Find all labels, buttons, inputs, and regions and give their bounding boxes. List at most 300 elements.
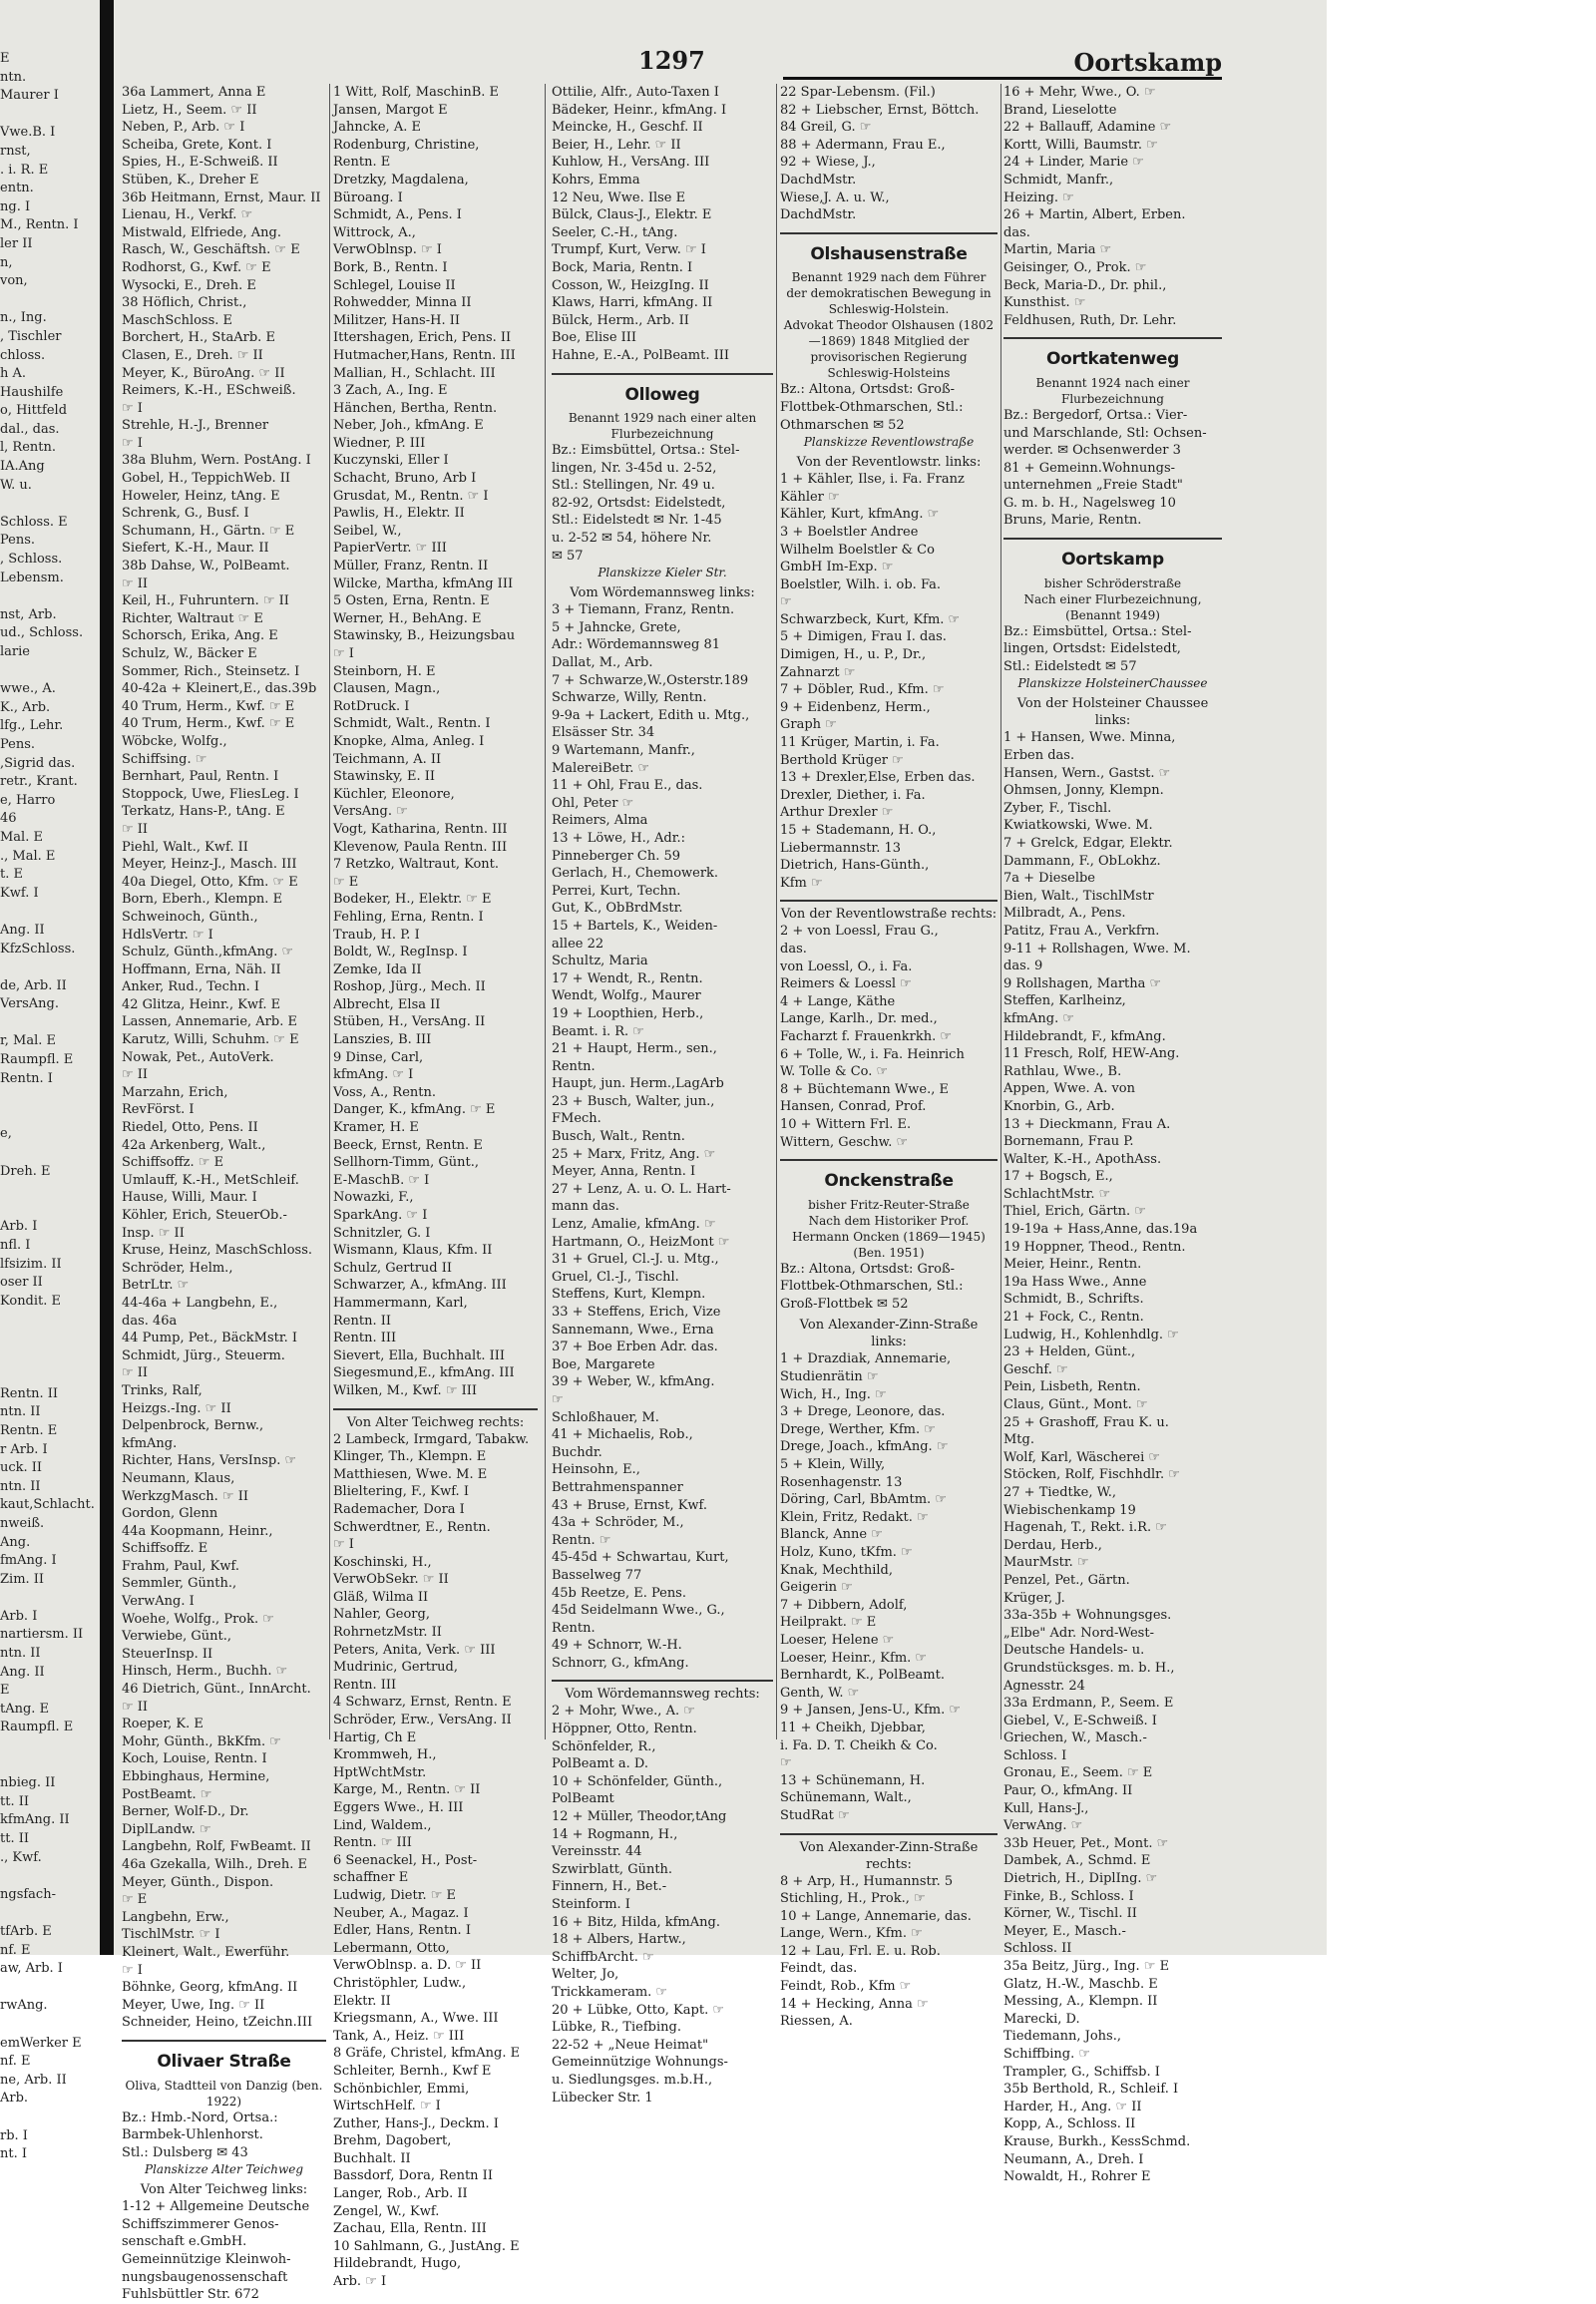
strip-line: e, Harro [0, 792, 56, 808]
strip-line: Dreh. E [0, 1163, 51, 1179]
directory-entry: Wich, H., Ing. ☞ [780, 1386, 887, 1402]
directory-entry: Meyer, E., Masch.- [1003, 1923, 1126, 1939]
strip-line: rwAng. [0, 1998, 48, 2014]
directory-entry: Schmidt, A., Pens. I [333, 207, 462, 223]
directory-entry: allee 22 [552, 936, 604, 952]
directory-entry: StudRat ☞ [780, 1807, 850, 1823]
directory-entry: 7 + Grelck, Edgar, Elektr. [1003, 836, 1173, 851]
directory-entry: 24 + Linder, Marie ☞ [1003, 155, 1144, 171]
directory-entry: Roshop, Jürg., Mech. II [333, 979, 486, 995]
directory-entry: Paur, O., kfmAng. II [1003, 1783, 1133, 1799]
directory-entry: 33a-35b + Wohnungsges. [1003, 1608, 1172, 1624]
directory-entry: Wismann, Klaus, Kfm. II [333, 1243, 493, 1259]
directory-entry: Bork, B., Rentn. I [333, 259, 448, 275]
street-heading: Oortkatenweg [1046, 349, 1179, 370]
directory-entry: ☞ I [122, 1962, 143, 1978]
directory-entry: Geisinger, O., Prok. ☞ [1003, 259, 1147, 275]
strip-line: r Arb. I [0, 1441, 48, 1457]
directory-entry: Jahncke, A. E [333, 120, 421, 136]
directory-entry: Böhnke, Georg, kfmAng. II [122, 1980, 298, 1996]
directory-entry: Trumpf, Kurt, Verw. ☞ I [552, 242, 706, 258]
directory-entry: das. 9 [1003, 959, 1043, 974]
directory-entry: TischlMstr. ☞ I [122, 1927, 220, 1943]
directory-entry: FMech. [552, 1111, 601, 1127]
directory-entry: Langbehn, Rolf, FwBeamt. II [122, 1839, 311, 1855]
strip-line [0, 106, 95, 125]
directory-entry: 12 + Lau, Frl. E. u. Rob. [780, 1943, 941, 1959]
section-rule [780, 1159, 998, 1161]
directory-entry: Dietrich, H., DiplIng. ☞ [1003, 1871, 1158, 1887]
strip-line: rnst, [0, 143, 31, 159]
directory-entry: Knorbin, G., Arb. [1003, 1098, 1115, 1114]
directory-entry: Schrenk, G., Busf. I [122, 506, 249, 522]
directory-entry: Stüben, K., Dreher E [122, 172, 259, 188]
strip-line: n., Ing. [0, 310, 47, 326]
directory-entry: Spies, H., E-Schweiß. II [122, 155, 278, 171]
strip-line: Pens. [0, 736, 36, 752]
section-rule [780, 232, 998, 234]
directory-entry: Groß-Flottbek ✉ 52 [780, 1296, 909, 1312]
directory-entry: 40a Diegel, Otto, Kfm. ☞ E [122, 874, 298, 890]
street-note: Benannt 1929 nach einer alten Flurbezeichnung [568, 411, 757, 442]
directory-entry: ☞ I [333, 1537, 354, 1553]
directory-entry: 10 + Lange, Annemarie, das. [780, 1908, 972, 1924]
directory-entry: Dallat, M., Arb. [552, 655, 653, 671]
directory-entry: 18 + Albers, Hartw., [552, 1932, 686, 1948]
strip-line: Raumpfl. E [0, 1052, 74, 1068]
strip-line: 46 [0, 811, 17, 827]
directory-entry: Lassen, Annemarie, Arb. E [122, 1014, 297, 1030]
directory-entry: Klevenow, Paula Rentn. III [333, 839, 508, 855]
directory-entry: Griechen, W., Masch.- [1003, 1730, 1147, 1746]
directory-entry: 33 + Steffens, Erich, Vize [552, 1305, 721, 1320]
directory-entry: PostBeamt. ☞ [122, 1786, 212, 1802]
directory-entry: 45d Seidelmann Wwe., G., [552, 1603, 725, 1619]
directory-entry: Clausen, Magn., [333, 681, 441, 697]
directory-entry: 9-11 + Rollshagen, Wwe. M. [1003, 941, 1191, 957]
directory-entry: Schröder, Helm., [122, 1260, 233, 1276]
strip-line [0, 1181, 95, 1200]
strip-line [0, 1330, 95, 1348]
directory-entry: Schünemann, Walt., [780, 1790, 912, 1806]
directory-entry: Wiedner, P. III [333, 435, 426, 451]
directory-entry: 12 + Müller, Theodor,tAng [552, 1809, 727, 1825]
directory-entry: Penzel, Pet., Gärtn. [1003, 1572, 1130, 1588]
directory-entry: 3 + Tiemann, Franz, Rentn. [552, 602, 735, 618]
directory-entry: 20 + Lübke, Otto, Kapt. ☞ [552, 2002, 724, 2018]
directory-entry: Elsässer Str. 34 [552, 725, 655, 741]
side-heading: Von der Holsteiner Chaussee links: [1016, 696, 1209, 729]
directory-entry: Christöphler, Ludw., [333, 1975, 467, 1991]
directory-entry: Bz.: Eimsbüttel, Ortsa.: Stel- [552, 443, 740, 459]
directory-entry: Bz.: Bergedorf, Ortsa.: Vier- [1003, 407, 1188, 423]
directory-entry: 19 Hoppner, Theod., Rentn. [1003, 1239, 1186, 1255]
directory-entry: 11 Fresch, Rolf, HEW-Ang. [1003, 1046, 1180, 1062]
directory-entry: Klein, Fritz, Redakt. ☞ [780, 1509, 929, 1525]
column-divider [1000, 84, 1001, 1739]
directory-entry: 23 + Helden, Günt., [1003, 1344, 1136, 1360]
side-heading: Vom Wördemannsweg links: [570, 585, 755, 601]
directory-entry: Steffens, Kurt, Klempn. [552, 1287, 706, 1303]
directory-entry: 10 + Schönfelder, Günth., [552, 1773, 723, 1789]
directory-entry: 10 Sahlmann, G., JustAng. E [333, 2238, 520, 2254]
directory-entry: DachdMstr. [780, 172, 857, 188]
directory-entry: SchlachtMstr. ☞ [1003, 1186, 1111, 1202]
section-rule [780, 1833, 998, 1835]
strip-line: ntn. II [0, 1404, 41, 1420]
strip-line [0, 1200, 95, 1219]
directory-entry: Albrecht, Elsa II [333, 996, 441, 1012]
street-note: bisher Fritz-Reuter-Straße [808, 1197, 970, 1212]
directory-entry: Ludwig, Dietr. ☞ E [333, 1887, 457, 1903]
directory-entry: Riedel, Otto, Pens. II [122, 1120, 258, 1136]
directory-entry: Klaws, Harri, kfmAng. II [552, 295, 713, 311]
directory-entry: Lebermann, Otto, [333, 1940, 450, 1956]
directory-entry: Ittershagen, Erich, Pens. II [333, 330, 512, 346]
strip-line [0, 1979, 95, 1998]
directory-entry: Dammann, F., ObLokhz. [1003, 853, 1161, 869]
directory-entry: Ohl, Peter ☞ [552, 795, 634, 811]
directory-entry: Gemeinnützige Wohnungs- [552, 2055, 728, 2071]
directory-entry: Matthiesen, Wwe. M. E [333, 1466, 488, 1482]
directory-entry: Harder, H., Ang. ☞ II [1003, 2099, 1142, 2114]
strip-line: aw, Arb. I [0, 1961, 63, 1977]
directory-entry: Schiffszimmerer Genos- [122, 2216, 279, 2232]
directory-entry: 40 Trum, Herm., Kwf. ☞ E [122, 716, 295, 732]
directory-entry: Langer, Rob., Arb. II [333, 2186, 468, 2202]
directory-entry: 13 + Löwe, H., Adr.: [552, 830, 685, 846]
directory-entry: Heizing. ☞ [1003, 190, 1074, 205]
directory-entry: Szwirblatt, Günth. [552, 1861, 673, 1877]
strip-line: , Tischler [0, 328, 62, 344]
strip-line: von, [0, 273, 28, 289]
directory-entry: Insp. ☞ II [122, 1225, 185, 1241]
directory-entry: Loeser, Helene ☞ [780, 1632, 895, 1648]
directory-entry: Scheiba, Grete, Kont. I [122, 137, 272, 153]
directory-entry: Verwiebe, Günt., [122, 1629, 231, 1645]
strip-line: tt. II [0, 1831, 29, 1846]
directory-entry: 36a Lammert, Anna E [122, 85, 266, 100]
directory-entry: 1 + Hansen, Wwe. Minna, [1003, 730, 1176, 746]
directory-entry: Milbradt, A., Pens. [1003, 906, 1126, 922]
directory-entry: Hildebrandt, Hugo, [333, 2256, 462, 2272]
directory-entry: 2 + Mohr, Wwe., A. ☞ [552, 1704, 695, 1720]
directory-entry: das. 46a [122, 1313, 178, 1329]
directory-entry: Arthur Drexler ☞ [780, 805, 894, 821]
directory-entry: 4 + Lange, Käthe [780, 993, 896, 1009]
directory-entry: Grusdat, M., Rentn. ☞ I [333, 488, 489, 504]
directory-entry: 15 + Bartels, K., Weiden- [552, 918, 718, 934]
directory-entry: Drexler, Diether, i. Fa. [780, 787, 926, 803]
directory-entry: WerkzgMasch. ☞ II [122, 1488, 248, 1504]
strip-line: oser II [0, 1275, 43, 1291]
directory-entry: Cosson, W., HeizgIng. II [552, 277, 709, 293]
directory-entry: Woehe, Wolfg., Prok. ☞ [122, 1611, 274, 1627]
directory-entry: Agnesstr. 24 [1003, 1678, 1085, 1694]
side-heading: Von Alter Teichweg links: [140, 2182, 308, 2198]
directory-entry: 3 + Boelstler Andree [780, 524, 919, 540]
directory-entry: Rodenburg, Christine, [333, 137, 480, 153]
directory-entry: Schmidt, Jürg., Steuerm. [122, 1347, 285, 1363]
directory-entry: 17 + Bogsch, E., [1003, 1169, 1113, 1185]
directory-entry: Lenz, Amalie, kfmAng. ☞ [552, 1217, 716, 1233]
strip-line [0, 2016, 95, 2035]
directory-entry: Meyer, Heinz-J., Masch. III [122, 857, 297, 873]
strip-line: . i. R. E [0, 162, 49, 178]
directory-entry: Krommweh, H., [333, 1747, 437, 1763]
directory-entry: Marzahn, Erich, [122, 1084, 228, 1100]
strip-line: , Schloss. [0, 552, 63, 568]
directory-entry: Reimers, K.-H., ESchweiß. [122, 383, 296, 399]
directory-entry: Edler, Hans, Rentn. I [333, 1923, 471, 1939]
directory-entry: Blieltering, F., Kwf. I [333, 1484, 469, 1500]
directory-entry: 5 + Jahncke, Grete, [552, 619, 681, 635]
directory-entry: Ottilie, Alfr., Auto-Taxen I [552, 85, 719, 100]
directory-entry: 82 + Liebscher, Ernst, Böttch. [780, 102, 980, 118]
strip-line: Mal. E [0, 829, 43, 845]
column-divider [545, 84, 546, 1739]
directory-entry: Wolf, Karl, Wäscherei ☞ [1003, 1449, 1161, 1465]
strip-line: nf. E [0, 2054, 31, 2070]
directory-entry: ☞ I [122, 400, 143, 416]
strip-line: tfArb. E [0, 1923, 52, 1939]
directory-entry: Geschf. ☞ [1003, 1361, 1068, 1377]
directory-entry: Zachau, Ella, Rentn. III [333, 2221, 487, 2237]
directory-entry: Holz, Kuno, tKfm. ☞ [780, 1545, 913, 1560]
directory-entry: Stl.: Dulsberg ✉ 43 [122, 2144, 248, 2160]
directory-entry: Roeper, K. E [122, 1717, 203, 1732]
directory-entry: Reimers & Loessl ☞ [780, 976, 912, 992]
directory-entry: Sellhorn-Timm, Günt., [333, 1155, 479, 1171]
directory-entry: 9 Rollshagen, Martha ☞ [1003, 975, 1162, 991]
directory-entry: Liebermannstr. 13 [780, 840, 902, 856]
strip-line: tt. II [0, 1793, 29, 1809]
directory-entry: 84 Greil, G. ☞ [780, 120, 872, 136]
directory-entry: 11 + Cheikh, Djebbar, [780, 1720, 926, 1735]
directory-entry: Heinsohn, E., [552, 1462, 640, 1478]
plan-reference: Planskizze Alter Teichweg [144, 2162, 304, 2177]
directory-entry: 5 Osten, Erna, Rentn. E [333, 593, 490, 609]
directory-entry: Schönfelder, R., [552, 1738, 656, 1754]
directory-entry: Schulz, W., Bäcker E [122, 646, 257, 661]
directory-entry: Schulz, Gertrud II [333, 1260, 453, 1276]
directory-entry: Meincke, H., Geschf. II [552, 120, 703, 136]
directory-entry: Krause, Burkh., KessSchmd. [1003, 2133, 1191, 2149]
directory-entry: Thiel, Erich, Gärtn. ☞ [1003, 1204, 1146, 1220]
strip-line: o, Hittfeld [0, 403, 68, 419]
directory-entry: Bz.: Altona, Ortsdst: Groß- [780, 1261, 956, 1277]
strip-line: Rentn. II [0, 1385, 58, 1401]
directory-entry: 45-45d + Schwartau, Kurt, [552, 1550, 729, 1566]
directory-entry: 44-46a + Langbehn, E., [122, 1295, 278, 1311]
directory-entry: Bernhardt, K., PolBeamt. [780, 1668, 945, 1684]
strip-line: ., Kwf. [0, 1849, 42, 1865]
directory-entry: mann das. [552, 1199, 619, 1215]
directory-entry: Rathlau, Wwe., B. [1003, 1063, 1122, 1079]
section-rule [333, 1408, 538, 1410]
directory-entry: Heilprakt. ☞ E [780, 1615, 877, 1631]
directory-entry: Dretzky, Magdalena, [333, 172, 469, 188]
directory-entry: Stl.: Eidelstedt ✉ Nr. 1-45 [552, 513, 722, 529]
directory-entry: Bz.: Hmb.-Nord, Ortsa.: [122, 2110, 278, 2125]
directory-entry: Bz.: Eimsbüttel, Ortsa.: Stel- [1003, 623, 1192, 639]
directory-entry: Stüben, H., VersAng. II [333, 1014, 486, 1030]
directory-entry: Kuczynski, Eller I [333, 453, 449, 469]
directory-entry: 1-12 + Allgemeine Deutsche [122, 2199, 310, 2215]
directory-entry: Walter, K.-H., ApothAss. [1003, 1151, 1162, 1167]
directory-entry: ☞ [552, 1391, 564, 1407]
directory-entry: VerwOblnsp. a. D. ☞ II [333, 1958, 482, 1974]
directory-entry: Neuber, A., Magaz. I [333, 1905, 469, 1921]
directory-entry: 26 + Martin, Albert, Erben. [1003, 207, 1186, 223]
strip-line [0, 903, 95, 922]
directory-entry: GmbH Im-Exp. ☞ [780, 560, 894, 576]
directory-entry: PolBeamt a. D. [552, 1756, 648, 1772]
directory-entry: Meyer, Anna, Rentn. I [552, 1164, 696, 1180]
directory-entry: Ohmsen, Jonny, Klempn. [1003, 783, 1164, 799]
column-2 [333, 84, 538, 2290]
directory-entry: Beck, Maria-D., Dr. phil., [1003, 277, 1167, 293]
directory-entry: RohrnetzMstr. II [333, 1625, 442, 1641]
column-5 [1003, 84, 1222, 2185]
directory-entry: Küchler, Eleonore, [333, 786, 455, 802]
directory-entry: Koch, Louise, Rentn. I [122, 1751, 267, 1767]
strip-line: nfl. I [0, 1238, 31, 1253]
directory-entry: 36b Heitmann, Ernst, Maur. II [122, 190, 321, 205]
directory-entry: ☞ II [122, 1699, 149, 1715]
strip-line [0, 291, 95, 310]
directory-entry: Rentn. [552, 1620, 596, 1636]
directory-entry: Peters, Anita, Verk. ☞ III [333, 1642, 496, 1658]
directory-entry: Schorsch, Erika, Ang. E [122, 628, 278, 644]
directory-entry: werder. ✉ Ochsenwerder 3 [1003, 443, 1181, 459]
directory-entry: Siegesmund,E., kfmAng. III [333, 1365, 515, 1381]
directory-entry: Brehm, Dagobert, [333, 2133, 452, 2149]
strip-line: kfmAng. II [0, 1812, 70, 1828]
directory-entry: Beeck, Ernst, Rentn. E [333, 1137, 483, 1153]
directory-entry: 13 + Drexler,Else, Erben das. [780, 770, 976, 786]
directory-entry: 81 + Gemeinn.Wohnungs- [1003, 460, 1176, 476]
directory-entry: Schloss. II [1003, 1941, 1072, 1957]
section-rule [1003, 337, 1222, 339]
directory-entry: Rentn. ☞ III [333, 1835, 412, 1851]
column-divider [776, 84, 777, 1739]
directory-entry: Mudrinic, Gertrud, [333, 1660, 459, 1676]
directory-entry: MaurMstr. ☞ [1003, 1555, 1089, 1571]
directory-entry: ☞ I [122, 435, 143, 451]
street-note: bisher Schröderstraße [1043, 576, 1182, 590]
directory-entry: Nowazki, F., [333, 1190, 414, 1206]
directory-entry: Haupt, jun. Herm.,LagArb [552, 1076, 724, 1092]
directory-entry: und Marschlande, Stl: Ochsen- [1003, 425, 1207, 441]
directory-entry: Mtg. [1003, 1432, 1034, 1448]
directory-entry: ✉ 57 [552, 548, 584, 564]
directory-entry: Frahm, Paul, Kwf. [122, 1558, 239, 1574]
directory-entry: Hause, Willi, Maur. I [122, 1190, 257, 1206]
street-note: Benannt 1924 nach einer Flurbezeichnung [1035, 375, 1190, 406]
directory-entry: 22-52 + „Neue Heimat" [552, 2037, 709, 2053]
directory-entry: Kortt, Willi, Baumstr. ☞ [1003, 137, 1158, 153]
directory-entry: 46 Dietrich, Günt., InnArcht. [122, 1682, 311, 1698]
directory-entry: Fehling, Erna, Rentn. I [333, 909, 484, 925]
directory-entry: Bassdorf, Dora, Rentn II [333, 2168, 493, 2184]
directory-entry: i. Fa. D. T. Cheikh & Co. [780, 1737, 938, 1753]
strip-line [0, 1348, 95, 1367]
directory-entry: Hagenah, T., Rekt. i.R. ☞ [1003, 1520, 1167, 1536]
strip-line: lfg., Lehr. [0, 718, 64, 734]
strip-line: Ang. II [0, 1664, 45, 1680]
directory-entry: MaschSchloss. E [122, 312, 233, 328]
directory-entry: Beamt. i. R. ☞ [552, 1023, 644, 1039]
directory-entry: Blanck, Anne ☞ [780, 1527, 883, 1543]
directory-entry: Schleiter, Bernh., Kwf E [333, 2063, 492, 2079]
street-note: Nach dem Historiker Prof. Hermann Oncken (1869—1945) (Ben. 1951) [792, 1213, 986, 1260]
strip-line: Maurer I [0, 88, 59, 104]
strip-line [0, 959, 95, 977]
strip-line: kaut,Schlacht. [0, 1497, 95, 1513]
directory-entry: Tiedemann, Johs., [1003, 2029, 1121, 2045]
strip-line: rb. I [0, 2127, 28, 2143]
strip-line [0, 1737, 95, 1756]
strip-line: ngsfach- [0, 1886, 56, 1902]
directory-entry: Trinks, Ralf, [122, 1382, 202, 1398]
directory-entry: Vereinsstr. 44 [552, 1844, 642, 1860]
directory-entry: „Elbe" Adr. Nord-West- [1003, 1625, 1154, 1641]
directory-entry: Marecki, D. [1003, 2011, 1080, 2027]
column-3 [552, 84, 773, 2106]
directory-entry: RotDruck. I [333, 698, 410, 714]
directory-entry: E-MaschB. ☞ I [333, 1172, 430, 1188]
column-1 [122, 84, 326, 2303]
directory-entry: Lietz, H., Seem. ☞ II [122, 102, 257, 118]
strip-line [0, 587, 95, 606]
directory-entry: Rentn. II [333, 1313, 391, 1329]
directory-entry: MalereiBetr. ☞ [552, 760, 650, 776]
directory-entry: ☞ E [122, 1892, 148, 1908]
street-note: Benannt 1929 nach dem Führer der demokratischen Bewegung in Schleswig-Holstein. [786, 270, 992, 317]
directory-entry: 6 Seenackel, H., Post- [333, 1852, 478, 1868]
directory-entry: Grundstücksges. m. b. H., [1003, 1660, 1175, 1676]
directory-entry: Meyer, K., BüroAng. ☞ II [122, 365, 285, 381]
strip-line: Ang. [0, 1534, 31, 1550]
strip-line: Schloss. E [0, 514, 68, 530]
directory-entry: Schwerdtner, E., Rentn. [333, 1519, 491, 1535]
directory-entry: Bz.: Altona, Ortsdst: Groß- [780, 382, 956, 398]
strip-line [0, 495, 95, 514]
strip-line [0, 662, 95, 681]
directory-entry: Gobel, H., TeppichWeb. II [122, 471, 291, 487]
directory-entry: 2 + von Loessl, Frau G., [780, 924, 939, 940]
directory-entry: Gordon, Glenn [122, 1506, 218, 1522]
directory-entry: ☞ II [122, 1067, 149, 1083]
directory-entry: Wittrock, A., [333, 224, 416, 240]
directory-entry: Trampler, G., Schiffsb. I [1003, 2064, 1160, 2080]
directory-entry: Schnitzler, G. I [333, 1225, 431, 1241]
directory-entry: nungsbaugenossenschaft [122, 2269, 288, 2285]
directory-entry: 1 + Kähler, Ilse, i. Fa. Franz [780, 472, 965, 488]
directory-entry: Bülck, Herm., Arb. II [552, 312, 689, 328]
directory-entry: Gläß, Wilma II [333, 1589, 429, 1605]
directory-entry: Giebel, V., E-Schweiß. I [1003, 1713, 1157, 1728]
directory-entry: Derdau, Herb., [1003, 1537, 1102, 1553]
directory-entry: Schulz, Günth.,kfmAng. ☞ [122, 945, 294, 960]
directory-entry: Schlegel, Louise II [333, 277, 456, 293]
strip-line: ne, Arb. II [0, 2072, 67, 2088]
strip-line: W. u. [0, 477, 32, 493]
directory-entry: Werner, H., BehAng. E [333, 610, 482, 626]
directory-entry: Buchdr. [552, 1444, 602, 1460]
directory-entry: Kleinert, Walt., Ewerführ. [122, 1944, 290, 1960]
